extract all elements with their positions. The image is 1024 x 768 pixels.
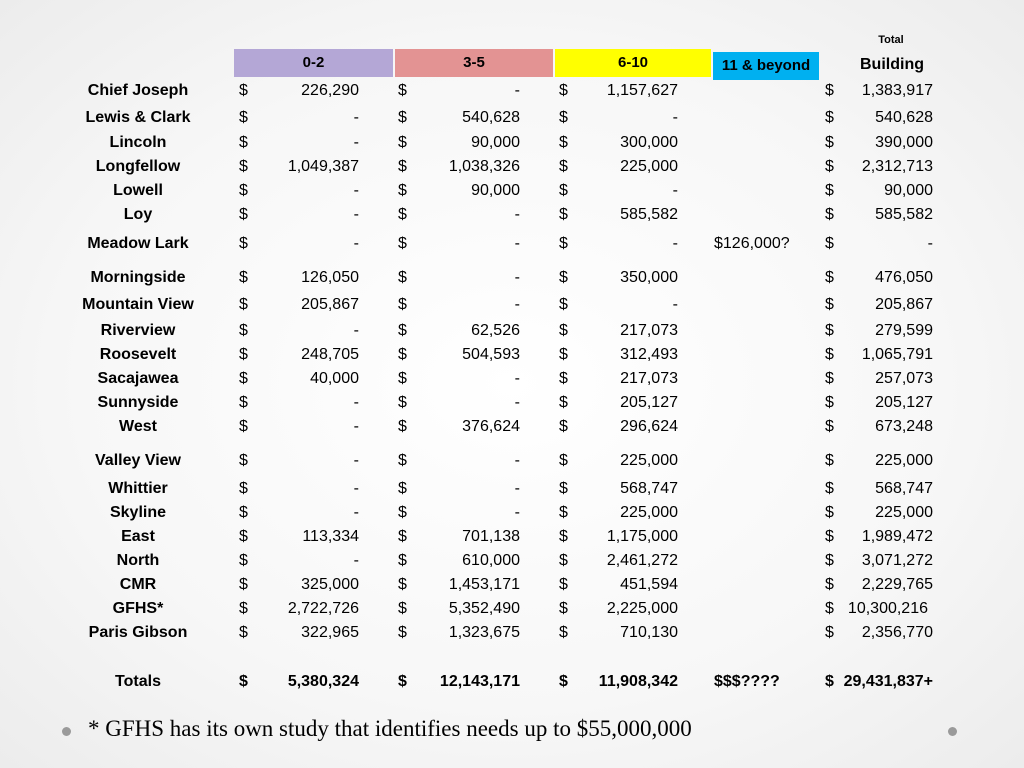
table-row: [0, 156, 1024, 178]
amount-col-1: 1,453,171: [448, 576, 520, 593]
totals-row: [0, 671, 1024, 693]
dollar-sign: $: [239, 346, 248, 363]
amount-col-1: -: [514, 82, 520, 99]
column-header-3-5: 3-5: [395, 49, 553, 77]
amount-col-2: 585,582: [620, 206, 678, 223]
amount-col-0: 5,380,324: [287, 673, 359, 690]
table-row: [0, 392, 1024, 414]
school-name: West: [119, 418, 157, 435]
building-header-label: Building: [860, 56, 924, 73]
amount-col-0: -: [353, 182, 359, 199]
amount-col-0: -: [353, 134, 359, 151]
total-dollar-sign: $: [825, 206, 834, 223]
amount-col-0: -: [353, 109, 359, 126]
dollar-sign: $: [559, 480, 568, 497]
footnote: * GFHS has its own study that identifies needs up to $55,000,000: [88, 716, 692, 741]
dollar-sign: $: [239, 624, 248, 641]
amount-col-0: 2,722,726: [287, 600, 359, 617]
total-amount: 225,000: [875, 452, 933, 469]
amount-col-3: $$$????: [714, 673, 780, 690]
table-row: [0, 368, 1024, 390]
dollar-sign: $: [559, 370, 568, 387]
amount-col-2: -: [672, 235, 678, 252]
amount-col-1: 62,526: [471, 322, 520, 339]
dollar-sign: $: [239, 528, 248, 545]
dollar-sign: $: [559, 452, 568, 469]
total-amount: 279,599: [875, 322, 933, 339]
amount-col-0: -: [353, 552, 359, 569]
amount-col-0: 113,334: [302, 528, 359, 545]
amount-col-1: -: [514, 370, 520, 387]
dollar-sign: $: [398, 552, 407, 569]
amount-col-1: -: [514, 480, 520, 497]
dollar-sign: $: [239, 269, 248, 286]
dollar-sign: $: [398, 504, 407, 521]
total-amount: 585,582: [875, 206, 933, 223]
amount-col-1: -: [514, 235, 520, 252]
total-amount: -: [927, 235, 933, 252]
amount-col-1: -: [514, 296, 520, 313]
dollar-sign: $: [239, 182, 248, 199]
amount-col-0: 322,965: [301, 624, 359, 641]
total-amount: 205,867: [875, 296, 933, 313]
amount-col-1: 540,628: [462, 109, 520, 126]
dollar-sign: $: [398, 134, 407, 151]
dollar-sign: $: [239, 480, 248, 497]
total-amount: 476,050: [875, 269, 933, 286]
school-name: Whittier: [108, 480, 168, 497]
dollar-sign: $: [559, 552, 568, 569]
total-amount: 257,073: [875, 370, 933, 387]
dollar-sign: $: [239, 134, 248, 151]
amount-col-2: 205,127: [620, 394, 678, 411]
amount-col-0: 248,705: [301, 346, 359, 363]
amount-col-0: -: [353, 418, 359, 435]
dollar-sign: $: [559, 322, 568, 339]
table-row: [0, 320, 1024, 342]
dollar-sign: $: [239, 418, 248, 435]
dollar-sign: $: [398, 235, 407, 252]
total-dollar-sign: $: [825, 296, 834, 313]
total-amount: 205,127: [875, 394, 933, 411]
dollar-sign: $: [398, 158, 407, 175]
dollar-sign: $: [398, 452, 407, 469]
total-dollar-sign: $: [825, 552, 834, 569]
amount-col-1: 376,624: [462, 418, 520, 435]
table-row: [0, 574, 1024, 596]
total-dollar-sign: $: [825, 158, 834, 175]
school-name: Chief Joseph: [87, 82, 189, 99]
school-name: Totals: [115, 673, 161, 690]
total-amount: 3,071,272: [861, 552, 933, 569]
total-dollar-sign: $: [825, 370, 834, 387]
amount-col-1: -: [514, 452, 520, 469]
table-row: [0, 550, 1024, 572]
total-dollar-sign: $: [825, 322, 834, 339]
dollar-sign: $: [239, 673, 248, 690]
amount-col-2: 1,157,627: [606, 82, 678, 99]
amount-col-1: 701,138: [462, 528, 520, 545]
total-dollar-sign: $: [825, 673, 834, 690]
amount-col-0: -: [353, 480, 359, 497]
amount-col-2: 1,175,000: [606, 528, 678, 545]
amount-col-1: -: [514, 394, 520, 411]
dollar-sign: $: [559, 109, 568, 126]
school-name: Roosevelt: [99, 346, 177, 363]
amount-col-0: -: [353, 322, 359, 339]
total-dollar-sign: $: [825, 576, 834, 593]
school-name: Loy: [123, 206, 153, 223]
dollar-sign: $: [559, 504, 568, 521]
dollar-sign: $: [559, 673, 568, 690]
total-dollar-sign: $: [825, 82, 834, 99]
total-dollar-sign: $: [825, 182, 834, 199]
table-row: [0, 107, 1024, 129]
dollar-sign: $: [239, 576, 248, 593]
dollar-sign: $: [559, 269, 568, 286]
amount-col-2: 350,000: [620, 269, 678, 286]
total-header-label: Total: [878, 34, 904, 46]
amount-col-2: 2,225,000: [606, 600, 678, 617]
dollar-sign: $: [559, 82, 568, 99]
dollar-sign: $: [559, 528, 568, 545]
column-header-11-beyond: 11 & beyond: [713, 52, 819, 80]
total-amount: 673,248: [875, 418, 933, 435]
school-name: Lewis & Clark: [85, 109, 191, 126]
amount-col-2: 300,000: [620, 134, 678, 151]
amount-col-3: $126,000?: [714, 235, 790, 252]
amount-col-0: -: [353, 452, 359, 469]
table-row: [0, 267, 1024, 289]
amount-col-0: 126,050: [301, 269, 359, 286]
school-name: Lincoln: [109, 134, 167, 151]
amount-col-2: 296,624: [620, 418, 678, 435]
amount-col-0: -: [353, 206, 359, 223]
table-row: [0, 294, 1024, 316]
amount-col-1: 1,038,326: [448, 158, 520, 175]
school-name: Riverview: [100, 322, 176, 339]
table-row: [0, 344, 1024, 366]
table-row: [0, 526, 1024, 548]
amount-col-2: 225,000: [620, 504, 678, 521]
dollar-sign: $: [239, 322, 248, 339]
school-name: Paris Gibson: [88, 624, 188, 641]
table-row: [0, 233, 1024, 255]
dollar-sign: $: [398, 624, 407, 641]
school-name: Valley View: [95, 452, 181, 469]
dollar-sign: $: [398, 480, 407, 497]
amount-col-0: -: [353, 235, 359, 252]
amount-col-2: 217,073: [620, 322, 678, 339]
school-name: North: [116, 552, 160, 569]
table-row: [0, 598, 1024, 620]
amount-col-1: 1,323,675: [448, 624, 520, 641]
amount-col-2: -: [672, 109, 678, 126]
school-name: Mountain View: [82, 296, 194, 313]
dollar-sign: $: [239, 82, 248, 99]
total-amount: 540,628: [875, 109, 933, 126]
school-name: GFHS*: [112, 600, 164, 617]
amount-col-1: -: [514, 504, 520, 521]
school-name: Longfellow: [95, 158, 181, 175]
amount-col-2: 11,908,342: [598, 673, 678, 690]
dollar-sign: $: [559, 158, 568, 175]
dollar-sign: $: [239, 600, 248, 617]
total-dollar-sign: $: [825, 452, 834, 469]
amount-col-2: 568,747: [620, 480, 678, 497]
table-row: [0, 180, 1024, 202]
total-dollar-sign: $: [825, 394, 834, 411]
dollar-sign: $: [398, 528, 407, 545]
school-name: Skyline: [109, 504, 167, 521]
dollar-sign: $: [559, 346, 568, 363]
amount-col-1: -: [514, 269, 520, 286]
table-row: [0, 622, 1024, 644]
amount-col-2: 312,493: [620, 346, 678, 363]
total-amount: 1,383,917: [861, 82, 933, 99]
amount-col-2: 225,000: [620, 452, 678, 469]
total-amount: 1,065,791: [861, 346, 933, 363]
table-row: [0, 132, 1024, 154]
total-amount: 90,000: [884, 182, 933, 199]
dollar-sign: $: [398, 82, 407, 99]
total-dollar-sign: $: [825, 504, 834, 521]
amount-col-1: 90,000: [471, 134, 520, 151]
dollar-sign: $: [239, 504, 248, 521]
table-row: [0, 502, 1024, 524]
amount-col-2: 2,461,272: [606, 552, 678, 569]
dollar-sign: $: [559, 418, 568, 435]
amount-col-1: 610,000: [462, 552, 520, 569]
amount-col-0: 205,867: [301, 296, 359, 313]
table-row: [0, 204, 1024, 226]
dollar-sign: $: [559, 182, 568, 199]
total-dollar-sign: $: [825, 269, 834, 286]
dollar-sign: $: [559, 206, 568, 223]
dollar-sign: $: [239, 206, 248, 223]
dollar-sign: $: [398, 206, 407, 223]
total-amount: 568,747: [875, 480, 933, 497]
amount-col-1: 90,000: [471, 182, 520, 199]
dollar-sign: $: [398, 673, 407, 690]
total-dollar-sign: $: [825, 600, 834, 617]
dollar-sign: $: [559, 600, 568, 617]
total-amount: 10,300,216: [847, 600, 928, 617]
amount-col-2: 217,073: [620, 370, 678, 387]
total-dollar-sign: $: [825, 418, 834, 435]
amount-col-2: 451,594: [620, 576, 678, 593]
total-amount: 2,312,713: [861, 158, 933, 175]
dollar-sign: $: [398, 109, 407, 126]
right-bullet: [948, 727, 957, 736]
amount-col-2: 710,130: [620, 624, 678, 641]
dollar-sign: $: [239, 370, 248, 387]
dollar-sign: $: [559, 624, 568, 641]
school-name: Sacajawea: [97, 370, 179, 387]
dollar-sign: $: [398, 394, 407, 411]
total-dollar-sign: $: [825, 134, 834, 151]
dollar-sign: $: [398, 576, 407, 593]
amount-col-1: 5,352,490: [448, 600, 520, 617]
left-bullet: [62, 727, 71, 736]
school-name: Sunnyside: [97, 394, 179, 411]
dollar-sign: $: [559, 576, 568, 593]
total-dollar-sign: $: [825, 346, 834, 363]
total-amount: 2,229,765: [861, 576, 933, 593]
dollar-sign: $: [398, 418, 407, 435]
dollar-sign: $: [398, 346, 407, 363]
total-dollar-sign: $: [825, 528, 834, 545]
amount-col-0: 226,290: [301, 82, 359, 99]
school-name: Morningside: [90, 269, 186, 286]
amount-col-0: -: [353, 394, 359, 411]
column-header-6-10: 6-10: [555, 49, 711, 77]
dollar-sign: $: [559, 134, 568, 151]
amount-col-0: 1,049,387: [287, 158, 359, 175]
total-dollar-sign: $: [825, 235, 834, 252]
total-dollar-sign: $: [825, 624, 834, 641]
dollar-sign: $: [559, 296, 568, 313]
total-dollar-sign: $: [825, 480, 834, 497]
amount-col-0: -: [353, 504, 359, 521]
dollar-sign: $: [559, 394, 568, 411]
table-row: [0, 416, 1024, 438]
dollar-sign: $: [239, 158, 248, 175]
dollar-sign: $: [398, 370, 407, 387]
dollar-sign: $: [398, 269, 407, 286]
dollar-sign: $: [239, 552, 248, 569]
total-amount: 1,989,472: [861, 528, 933, 545]
dollar-sign: $: [398, 600, 407, 617]
amount-col-1: 12,143,171: [439, 673, 520, 690]
dollar-sign: $: [398, 182, 407, 199]
table-row: [0, 478, 1024, 500]
total-amount: 29,431,837+: [843, 673, 933, 690]
table-row: [0, 450, 1024, 472]
dollar-sign: $: [239, 296, 248, 313]
total-dollar-sign: $: [825, 109, 834, 126]
amount-col-2: -: [672, 296, 678, 313]
school-name: CMR: [119, 576, 157, 593]
dollar-sign: $: [559, 235, 568, 252]
school-name: East: [121, 528, 155, 545]
total-amount: 2,356,770: [861, 624, 933, 641]
school-name: Meadow Lark: [87, 235, 189, 252]
total-amount: 390,000: [875, 134, 933, 151]
total-amount: 225,000: [875, 504, 933, 521]
amount-col-0: 40,000: [310, 370, 359, 387]
dollar-sign: $: [239, 109, 248, 126]
dollar-sign: $: [239, 235, 248, 252]
dollar-sign: $: [398, 296, 407, 313]
dollar-sign: $: [398, 322, 407, 339]
dollar-sign: $: [239, 394, 248, 411]
table-row: [0, 80, 1024, 102]
amount-col-1: -: [514, 206, 520, 223]
dollar-sign: $: [239, 452, 248, 469]
amount-col-1: 504,593: [462, 346, 520, 363]
amount-col-0: 325,000: [301, 576, 359, 593]
column-header-0-2: 0-2: [234, 49, 393, 77]
amount-col-2: -: [672, 182, 678, 199]
amount-col-2: 225,000: [620, 158, 678, 175]
school-name: Lowell: [113, 182, 163, 199]
